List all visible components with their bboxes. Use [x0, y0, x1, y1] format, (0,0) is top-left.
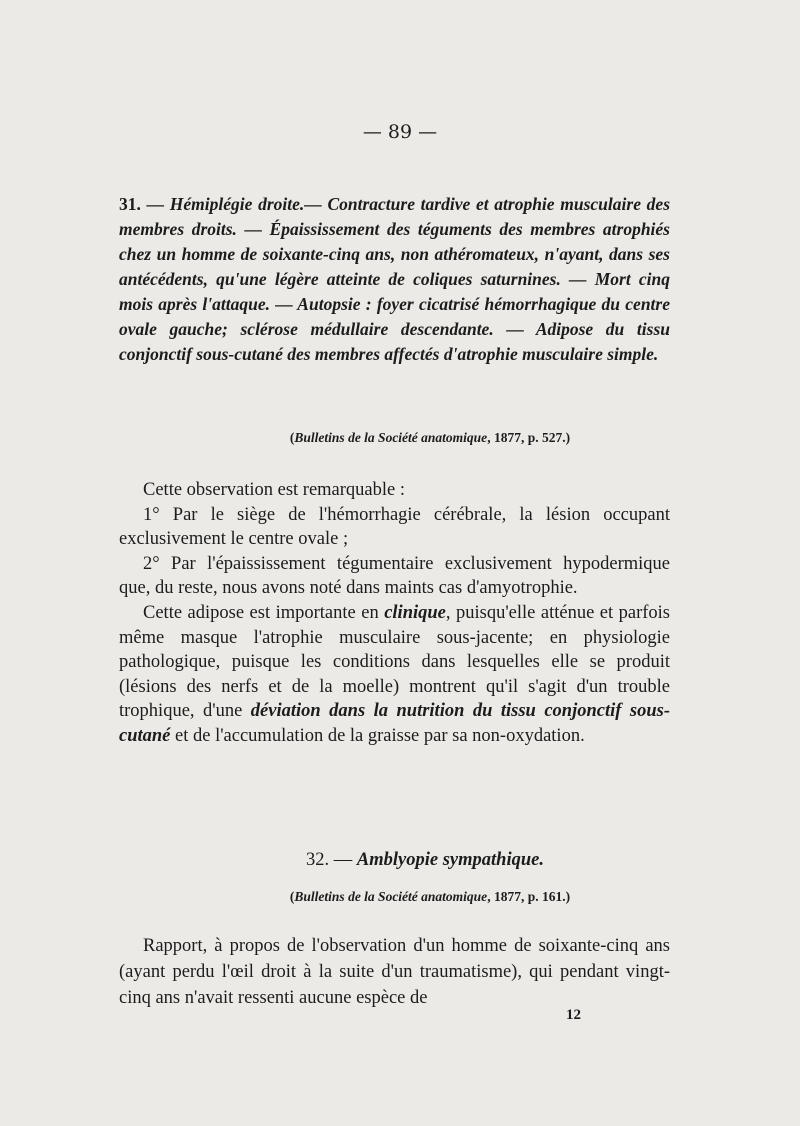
case-31-number: 31. [119, 194, 141, 214]
citation-journal: Bulletins de la Société anatomique [294, 889, 488, 904]
citation-details: , 1877, p. 161.) [487, 889, 571, 904]
case-32-heading [0, 850, 800, 871]
citation-journal: Bulletins de la Société anatomique [294, 430, 488, 445]
paragraph-4-part-c: et de l'accumulation de la graisse par sa non-oxydation. [170, 725, 585, 746]
page-number: — 89 — [362, 121, 438, 143]
paragraph-4-part-b: , puisqu'elle atténue et parfois même masque l'atrophie musculaire sous-jacente; en physiologie pathologique, puisque les conditions dans lesquelles elle se produit (lésions des nerfs et de la moelle) montrent qu'il s'agit d'un trouble trophique, d'une [119, 602, 670, 722]
citation-open-paren: ( [289, 430, 295, 445]
case-32-number: 32. [306, 850, 330, 870]
paragraph-1: Cette observation est remarquable : [143, 480, 405, 500]
case-31-abstract [119, 192, 670, 367]
commentary-text [119, 478, 670, 749]
case-31-citation [0, 430, 800, 446]
paragraph-3: 2° Par l'épaississement tégumentaire exclusivement hypodermique que, du reste, nous avons noté dans maints cas d'amyotrophie. [119, 553, 670, 599]
citation-details: , 1877, p. 527.) [487, 430, 571, 445]
paragraph-4-part-a: Cette adipose est importante en [143, 602, 385, 623]
case-32-citation [0, 889, 800, 905]
case-32-text [119, 933, 670, 1011]
case-32-paragraph: Rapport, à propos de l'observation d'un homme de soixante-cinq ans (ayant perdu l'œil droit à la suite d'un traumatisme), qui pendant vingt-cinq ans n'avait ressenti aucune espèce de [119, 936, 670, 1008]
paragraph-4-emphasis-1: clinique [384, 602, 446, 623]
case-32-title: Amblyopie sympathique. [356, 850, 544, 870]
signature-mark: 12 [566, 1007, 581, 1023]
paragraph-2: 1° Par le siège de l'hémorrhagie cérébrale, la lésion occupant exclusivement le centre ovale ; [119, 504, 670, 550]
case-31-summary: — Hémiplégie droite.— Contracture tardive et atrophie musculaire des membres droits. — Épaississement des téguments des membres atrophiés chez un homme de soixante-cinq ans, non athéromateux, n'ayant, dans ses antécédents, qu'une légère atteinte de coliques saturnines. — Mort cinq mois après l'attaque. — Autopsie : foyer cicatrisé hémorrhagique du centre ovale gauche; sclérose médullaire descendante. — Adipose du tissu conjonctif sous-cutané des membres affectés d'atrophie musculaire simple. [119, 194, 670, 364]
paragraph-4-emphasis-2: déviation dans la nutrition du tissu conjonctif sous-cutané [119, 701, 670, 746]
case-32-dash: — [329, 850, 357, 870]
citation-open-paren: ( [289, 889, 295, 904]
paragraph-4 [119, 601, 670, 749]
